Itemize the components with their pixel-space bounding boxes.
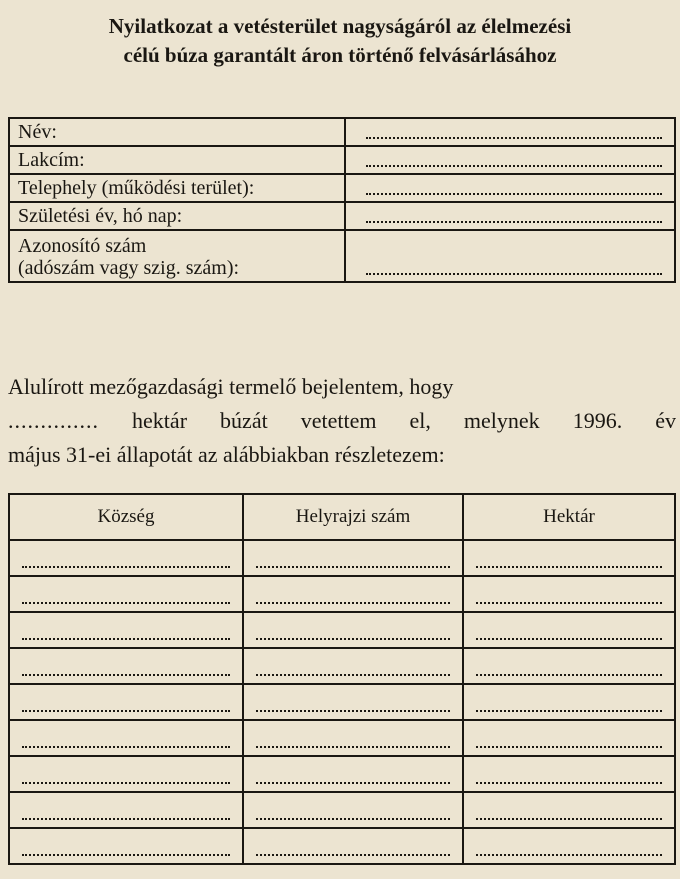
hectare-blank[interactable]: .............. <box>8 408 99 433</box>
header-parcel-number: Helyrajzi szám <box>243 494 463 540</box>
hectare-cell[interactable] <box>463 576 675 612</box>
form-title <box>0 12 680 70</box>
village-cell[interactable] <box>9 612 243 648</box>
village-cell[interactable] <box>9 828 243 864</box>
dotted-line <box>22 672 230 676</box>
hectare-cell[interactable] <box>463 540 675 576</box>
parcel-number-cell[interactable] <box>243 720 463 756</box>
dotted-line <box>256 636 450 640</box>
site-label: Telephely (működési terület): <box>9 174 345 202</box>
table-row <box>9 828 675 864</box>
hectare-cell[interactable] <box>463 612 675 648</box>
info-row-site <box>9 174 675 202</box>
table-row <box>9 612 675 648</box>
dotted-line <box>476 708 662 712</box>
hectare-cell[interactable] <box>463 792 675 828</box>
hectare-cell[interactable] <box>463 684 675 720</box>
parcel-number-cell[interactable] <box>243 684 463 720</box>
id-label-line-1: Azonosító szám <box>18 235 147 257</box>
dotted-line <box>256 564 450 568</box>
personal-info-table <box>8 117 676 283</box>
parcel-number-cell[interactable] <box>243 576 463 612</box>
village-cell[interactable] <box>9 720 243 756</box>
dotted-line <box>366 217 662 223</box>
declaration-paragraph <box>8 370 676 472</box>
hectare-cell[interactable] <box>463 720 675 756</box>
site-field[interactable] <box>345 174 675 202</box>
dotted-line <box>22 744 230 748</box>
table-row <box>9 576 675 612</box>
header-hectare: Hektár <box>463 494 675 540</box>
dotted-line <box>22 708 230 712</box>
dotted-line <box>256 672 450 676</box>
info-row-id <box>9 230 675 282</box>
table-row <box>9 684 675 720</box>
village-cell[interactable] <box>9 648 243 684</box>
paragraph-line-3: május 31-ei állapotát az alábbiakban részletezem: <box>8 442 445 467</box>
dotted-line <box>476 564 662 568</box>
dotted-line <box>22 600 230 604</box>
dotted-line <box>22 564 230 568</box>
dotted-line <box>256 780 450 784</box>
table-row <box>9 648 675 684</box>
parcel-number-cell[interactable] <box>243 828 463 864</box>
table-row <box>9 792 675 828</box>
title-line-1: Nyilatkozat a vetésterület nagyságáról az élelmezési <box>108 14 572 38</box>
paragraph-line-2-text: hektár búzát vetettem el, melynek 1996. év <box>132 408 677 433</box>
dotted-line <box>476 780 662 784</box>
hectare-cell[interactable] <box>463 648 675 684</box>
dotted-line <box>366 133 662 139</box>
village-cell[interactable] <box>9 684 243 720</box>
header-village: Község <box>9 494 243 540</box>
dotted-line <box>366 189 662 195</box>
id-field[interactable] <box>345 230 675 282</box>
land-parcel-table <box>8 493 676 865</box>
parcel-number-cell[interactable] <box>243 648 463 684</box>
parcel-number-cell[interactable] <box>243 756 463 792</box>
dotted-line <box>22 636 230 640</box>
dotted-line <box>366 161 662 167</box>
dotted-line <box>476 852 662 856</box>
dotted-line <box>366 269 662 275</box>
dotted-line <box>476 816 662 820</box>
land-table-body <box>9 540 675 864</box>
village-cell[interactable] <box>9 540 243 576</box>
dotted-line <box>476 672 662 676</box>
title-line-2: célú búza garantált áron történő felvásárlásához <box>123 43 557 67</box>
parcel-number-cell[interactable] <box>243 540 463 576</box>
village-cell[interactable] <box>9 792 243 828</box>
dotted-line <box>476 636 662 640</box>
dotted-line <box>22 816 230 820</box>
name-field[interactable] <box>345 118 675 146</box>
dotted-line <box>256 816 450 820</box>
info-row-address <box>9 146 675 174</box>
address-field[interactable] <box>345 146 675 174</box>
parcel-number-cell[interactable] <box>243 612 463 648</box>
dotted-line <box>256 852 450 856</box>
address-label: Lakcím: <box>9 146 345 174</box>
id-label <box>9 230 345 282</box>
dotted-line <box>476 744 662 748</box>
table-row <box>9 720 675 756</box>
dotted-line <box>256 744 450 748</box>
info-row-birth <box>9 202 675 230</box>
dotted-line <box>256 600 450 604</box>
paragraph-line-1: Alulírott mezőgazdasági termelő bejelentem, hogy <box>8 374 454 399</box>
dotted-line <box>22 780 230 784</box>
hectare-cell[interactable] <box>463 828 675 864</box>
table-row <box>9 540 675 576</box>
table-row <box>9 756 675 792</box>
name-label: Név: <box>9 118 345 146</box>
village-cell[interactable] <box>9 576 243 612</box>
village-cell[interactable] <box>9 756 243 792</box>
info-row-name <box>9 118 675 146</box>
hectare-cell[interactable] <box>463 756 675 792</box>
parcel-number-cell[interactable] <box>243 792 463 828</box>
dotted-line <box>22 852 230 856</box>
paragraph-line-2 <box>8 404 676 438</box>
dotted-line <box>476 600 662 604</box>
birth-label: Születési év, hó nap: <box>9 202 345 230</box>
dotted-line <box>256 708 450 712</box>
land-table-header <box>9 494 675 540</box>
birth-field[interactable] <box>345 202 675 230</box>
id-label-line-2: (adószám vagy szig. szám): <box>18 257 240 279</box>
